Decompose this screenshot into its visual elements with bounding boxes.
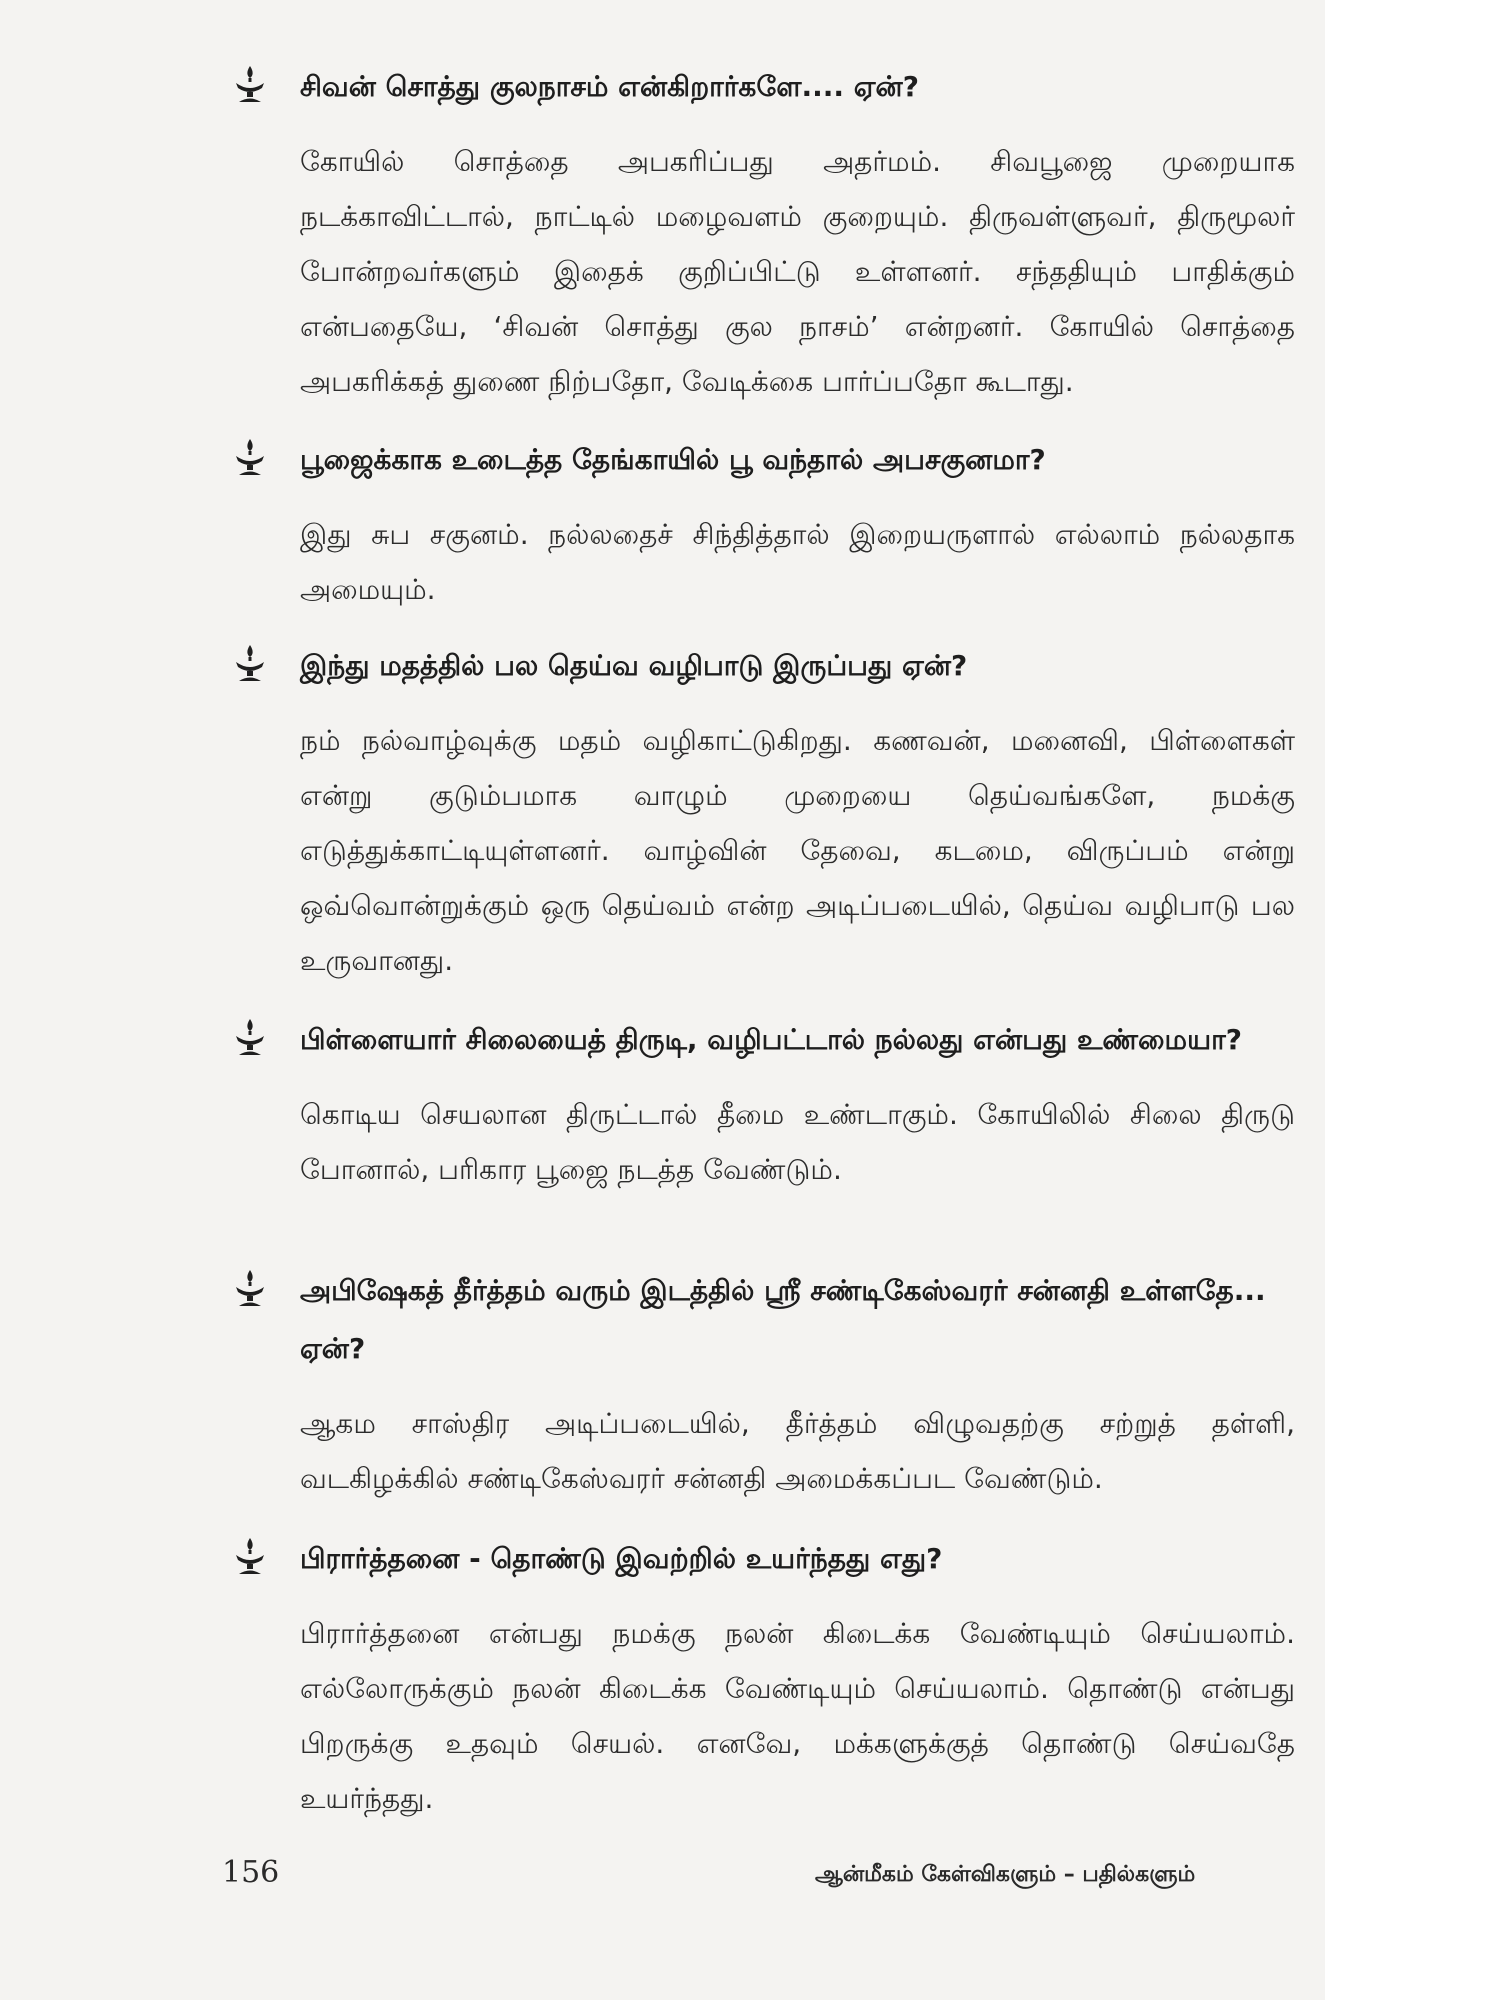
qa-item — [0, 1262, 1325, 1506]
oil-lamp-icon — [232, 1536, 268, 1576]
oil-lamp-icon — [232, 64, 268, 104]
qa-item — [0, 637, 1325, 988]
question-text: சிவன் சொத்து குலநாசம் என்கிறார்களே.... ஏன்? — [300, 70, 919, 103]
oil-lamp-icon — [232, 1017, 268, 1057]
oil-lamp-icon — [232, 437, 268, 477]
question-row — [0, 1262, 1325, 1378]
running-footer-title: ஆன்மீகம் கேள்விகளும் – பதில்களும் — [815, 1862, 1196, 1887]
page-number: 156 — [222, 1855, 280, 1890]
question-row — [0, 431, 1325, 489]
answer-text: ஆகம சாஸ்திர அடிப்படையில், தீர்த்தம் விழுவதற்கு சற்றுத் தள்ளி, வடகிழக்கில் சண்டிகேஸ்வரர் சன்னதி அமைக்கப்பட வேண்டும். — [300, 1407, 1295, 1495]
question-row — [0, 637, 1325, 695]
question-text: பூஜைக்காக உடைத்த தேங்காயில் பூ வந்தால் அபசகுனமா? — [300, 443, 1046, 476]
question-row — [0, 1530, 1325, 1588]
question-text: பிரார்த்தனை - தொண்டு இவற்றில் உயர்ந்தது எது? — [300, 1542, 943, 1575]
question-text: இந்து மதத்தில் பல தெய்வ வழிபாடு இருப்பது ஏன்? — [300, 649, 968, 682]
question-row — [0, 58, 1325, 116]
answer-text: கொடிய செயலான திருட்டால் தீமை உண்டாகும். கோயிலில் சிலை திருடு போனால், பரிகார பூஜை நடத்த வேண்டும். — [300, 1098, 1295, 1186]
oil-lamp-icon — [232, 643, 268, 683]
question-text: பிள்ளையார் சிலையைத் திருடி, வழிபட்டால் நல்லது என்பது உண்மையா? — [300, 1023, 1242, 1056]
qa-item — [0, 431, 1325, 617]
qa-item — [0, 1530, 1325, 1826]
oil-lamp-icon — [232, 1268, 268, 1308]
answer-text: இது சுப சகுனம். நல்லதைச் சிந்தித்தால் இறையருளால் எல்லாம் நல்லதாக அமையும். — [300, 518, 1295, 606]
answer-text: பிரார்த்தனை என்பது நமக்கு நலன் கிடைக்க வேண்டியும் செய்யலாம். எல்லோருக்கும் நலன் கிடைக்க வேண்டியும் செய்யலாம். தொண்டு என்பது பிறருக்கு உதவும் செயல். எனவே, மக்களுக்குத் தொண்டு செய்வதே உயர்ந்தது. — [300, 1617, 1295, 1815]
answer-text: கோயில் சொத்தை அபகரிப்பது அதர்மம். சிவபூஜை முறையாக நடக்காவிட்டால், நாட்டில் மழைவளம் குறையும். திருவள்ளுவர், திருமூலர் போன்றவர்களும் இதைக் குறிப்பிட்டு உள்ளனர். சந்ததியும் பாதிக்கும் என்பதையே, ‘சிவன் சொத்து குல நாசம்’ என்றனர். கோயில் சொத்தை அபகரிக்கத் துணை நிற்பதோ, வேடிக்கை பார்ப்பதோ கூடாது. — [300, 145, 1295, 398]
page-margin — [1325, 0, 1500, 2000]
question-text: அபிஷேகத் தீர்த்தம் வரும் இடத்தில் ஸ்ரீ சண்டிகேஸ்வரர் சன்னதி உள்ளதே... ஏன்? — [300, 1274, 1266, 1365]
question-row — [0, 1011, 1325, 1069]
answer-text: நம் நல்வாழ்வுக்கு மதம் வழிகாட்டுகிறது. கணவன், மனைவி, பிள்ளைகள் என்று குடும்பமாக வாழும் முறையை தெய்வங்களே, நமக்கு எடுத்துக்காட்டியுள்ளனர். வாழ்வின் தேவை, கடமை, விருப்பம் என்று ஒவ்வொன்றுக்கும் ஒரு தெய்வம் என்ற அடிப்படையில், தெய்வ வழிபாடு பல உருவானது. — [300, 724, 1295, 977]
qa-item — [0, 58, 1325, 409]
qa-item — [0, 1011, 1325, 1197]
